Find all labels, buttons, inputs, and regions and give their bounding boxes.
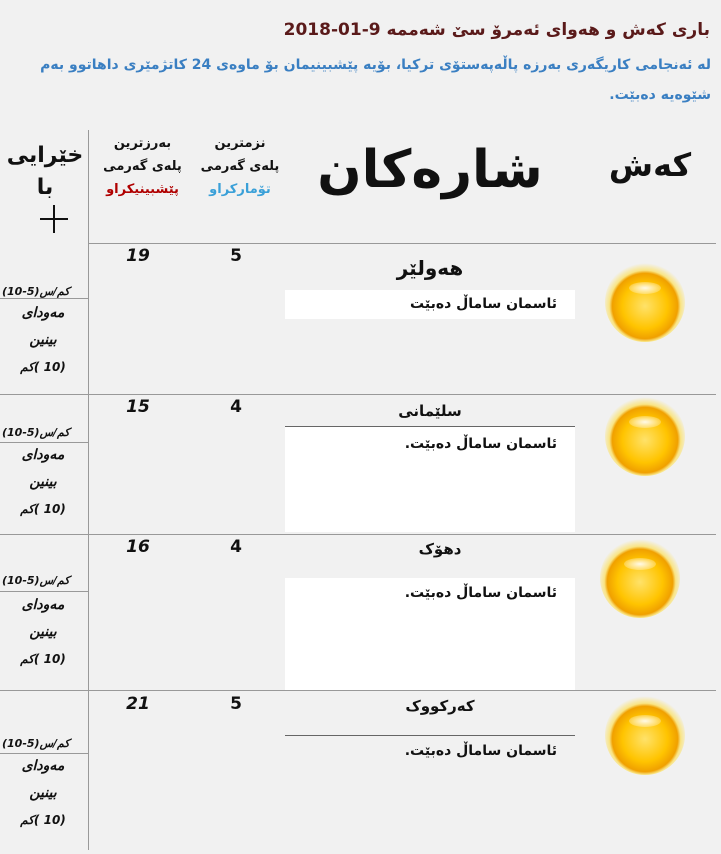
weather-description: ئاسمان ساماڵ دەبێت	[285, 290, 575, 319]
visibility-value: (10 )کم	[20, 813, 66, 827]
visibility-line2: بینین	[29, 474, 57, 490]
wind-speed-header	[5, 140, 85, 204]
row-divider	[0, 394, 88, 395]
weather-description: ئاسمان ساماڵ دەبێت.	[285, 427, 575, 532]
weather-description: ئاسمان ساماڵ دەبێت.	[285, 578, 575, 690]
cities-column-header: شارەکان	[317, 140, 543, 200]
wind-speed-value: (10-5)کم/س	[2, 574, 70, 587]
max-temp-header-line1: بەرزترین	[113, 136, 172, 151]
max-temp-value: 21	[126, 694, 150, 714]
row-divider	[0, 690, 88, 691]
visibility-line1: مەودای	[21, 305, 65, 321]
row-divider	[88, 690, 716, 691]
row-divider	[88, 394, 716, 395]
visibility-value: (10 )کم	[20, 652, 66, 666]
min-temp-header-line1: نزمترین	[214, 136, 266, 151]
min-temp-value: 5	[230, 694, 242, 714]
city-name: هەولێر	[396, 256, 464, 280]
visibility-line2: بینین	[29, 624, 57, 640]
sun-icon	[605, 396, 685, 476]
max-temp-value: 15	[126, 397, 150, 417]
min-temp-value: 5	[230, 246, 242, 266]
visibility-value: (10 )کم	[20, 360, 66, 374]
city-name: کەرکووک	[405, 697, 475, 715]
wind-speed-value: (10-5)کم/س	[2, 285, 70, 298]
visibility-line2: بینین	[29, 785, 57, 801]
wind-speed-value: (10-5)کم/س	[2, 426, 70, 439]
visibility	[0, 753, 86, 834]
max-temp-header-line2: پلەی گەرمی	[103, 159, 182, 174]
page-title: باری کەش و هەوای ئەمرۆ سێ شەممە 9-01-2018	[283, 20, 710, 40]
page-subtitle: لە ئەنجامی کاریگەری بەرزە پاڵەپەستۆی ترکیا، بۆیە پێشبینیمان بۆ ماوەی 24 کاتژمێری داهاتوو بەم شێوەیە دەبێت.	[40, 57, 711, 103]
wind-header-line2: با	[36, 175, 54, 200]
column-divider	[88, 130, 89, 850]
sun-icon	[600, 538, 680, 618]
row-divider	[88, 243, 716, 244]
max-temp-header-line3: پێشبینیکراو	[106, 182, 179, 197]
weather-column-header: کەش	[608, 146, 692, 184]
min-temp-header	[195, 132, 285, 201]
visibility	[0, 442, 86, 523]
city-name: دهۆک	[418, 540, 462, 558]
max-temp-header	[95, 132, 190, 201]
row-divider	[88, 534, 716, 535]
row-divider	[0, 534, 88, 535]
visibility-value: (10 )کم	[20, 502, 66, 516]
visibility-line2: بینین	[29, 332, 57, 348]
min-temp-header-line3: تۆمارکراو	[209, 182, 271, 197]
visibility-line1: مەودای	[21, 758, 65, 774]
sun-icon	[605, 262, 685, 342]
min-temp-value: 4	[230, 537, 242, 557]
max-temp-value: 16	[126, 537, 150, 557]
visibility	[0, 300, 86, 381]
visibility-line1: مەودای	[21, 447, 65, 463]
wind-header-line1: خێرایی	[6, 143, 84, 168]
weather-description: ئاسمان ساماڵ دەبێت.	[404, 743, 557, 759]
wind-speed-value: (10-5)کم/س	[2, 737, 70, 750]
visibility	[0, 592, 86, 673]
city-name: سلێمانی	[398, 402, 462, 420]
min-temp-value: 4	[230, 397, 242, 417]
wind-divider	[0, 298, 88, 299]
plus-icon	[40, 205, 68, 233]
visibility-line1: مەودای	[21, 597, 65, 613]
min-temp-header-line2: پلەی گەرمی	[200, 159, 280, 174]
sun-icon	[605, 695, 685, 775]
max-temp-value: 19	[126, 246, 150, 266]
